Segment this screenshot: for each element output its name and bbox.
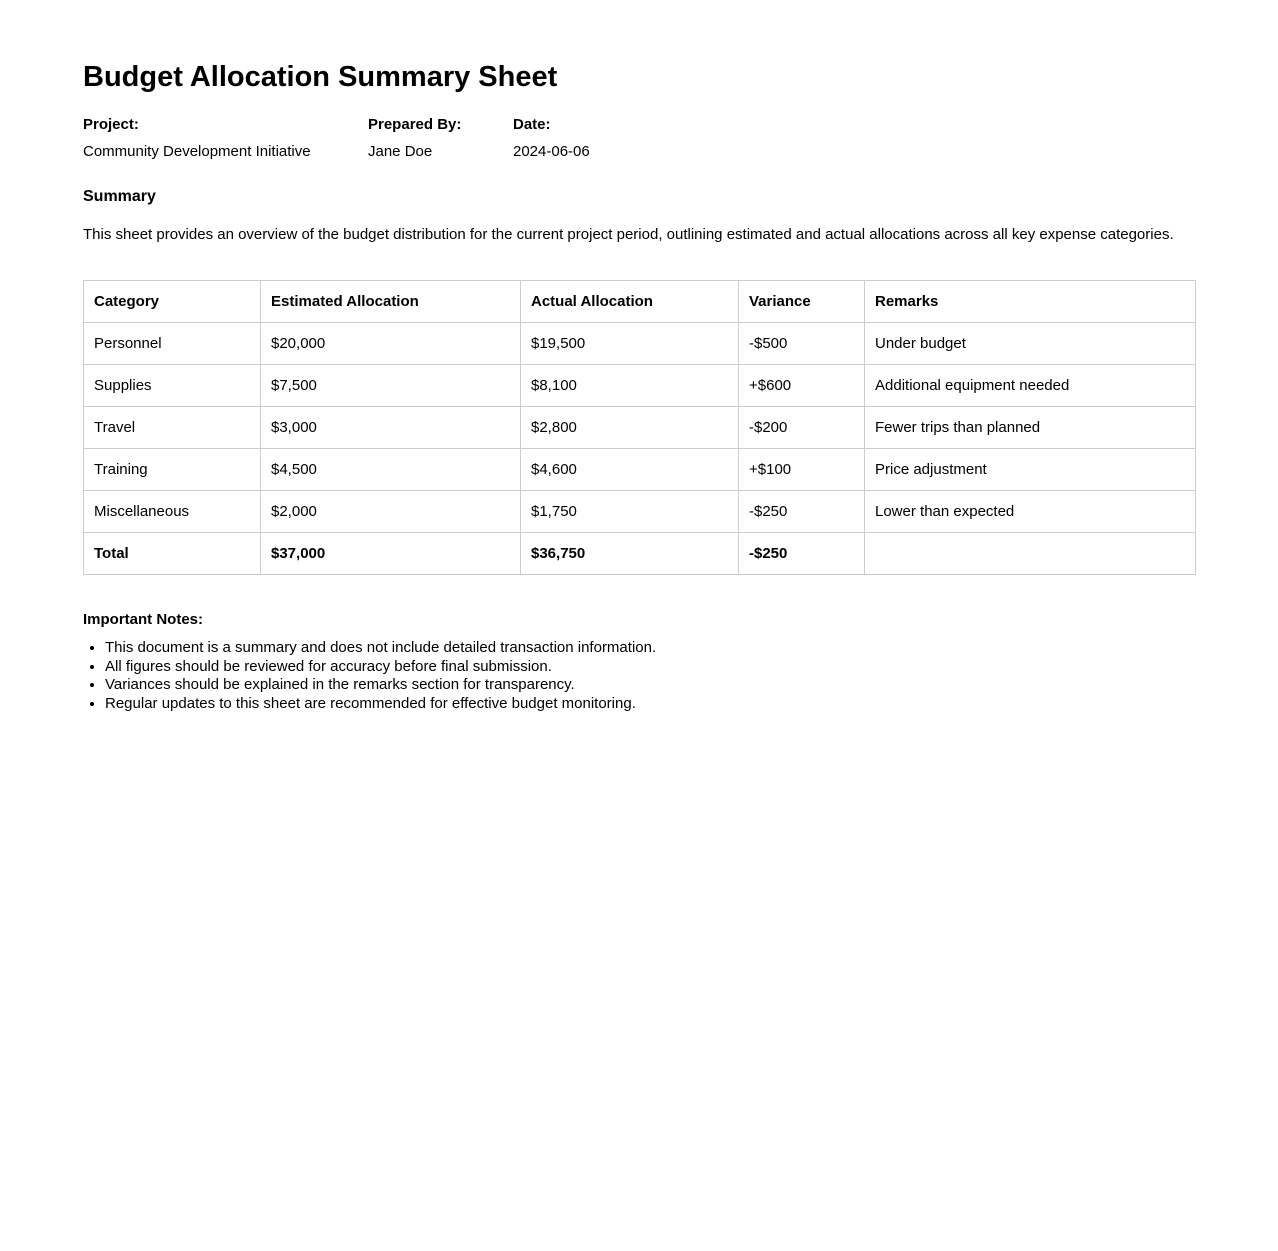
summary-text: This sheet provides an overview of the budget distribution for the current project period, outlining estimated and actual allocations across all key expense categories.: [83, 226, 1174, 244]
table-row-miscellaneous: [84, 491, 1196, 533]
cell-estimated: $3,000: [261, 407, 521, 449]
prepared-by-value: Jane Doe: [368, 143, 433, 161]
project-value: Community Development Initiative: [83, 143, 311, 161]
cell-estimated: $20,000: [261, 323, 521, 365]
table-row-total: [84, 533, 1196, 575]
cell-estimated: $2,000: [261, 491, 521, 533]
cell-variance: -$250: [739, 491, 865, 533]
cell-category: Travel: [84, 407, 261, 449]
date-value: 2024-06-06: [513, 143, 590, 161]
table-header-row: [84, 281, 1196, 323]
cell-estimated: $7,500: [261, 365, 521, 407]
summary-heading: Summary: [83, 188, 156, 206]
column-header-category: Category: [84, 281, 261, 323]
note-item: • Variances should be explained in the remarks section for transparency.: [105, 676, 1195, 695]
cell-total-actual: $36,750: [521, 533, 739, 575]
prepared-by-label: Prepared By:: [368, 116, 462, 134]
cell-actual: $1,750: [521, 491, 739, 533]
note-item: • All figures should be reviewed for accuracy before final submission.: [105, 658, 1195, 677]
cell-variance: +$600: [739, 365, 865, 407]
date-label: Date:: [513, 116, 551, 134]
table-row-training: [84, 449, 1196, 491]
meta-date: [513, 116, 1195, 160]
cell-variance: -$500: [739, 323, 865, 365]
cell-variance: +$100: [739, 449, 865, 491]
column-header-actual-allocation: Actual Allocation: [521, 281, 739, 323]
meta-row: [83, 116, 1195, 160]
table-row-personnel: [84, 323, 1196, 365]
cell-category: Miscellaneous: [84, 491, 261, 533]
cell-variance: -$200: [739, 407, 865, 449]
cell-remarks: Lower than expected: [865, 491, 1196, 533]
column-header-estimated-allocation: Estimated Allocation: [261, 281, 521, 323]
notes-heading: Important Notes:: [83, 611, 203, 629]
note-item: • Regular updates to this sheet are recommended for effective budget monitoring.: [105, 695, 1195, 714]
cell-remarks: Under budget: [865, 323, 1196, 365]
cell-category: Training: [84, 449, 261, 491]
cell-actual: $19,500: [521, 323, 739, 365]
cell-category: Personnel: [84, 323, 261, 365]
cell-remarks: Fewer trips than planned: [865, 407, 1196, 449]
cell-actual: $4,600: [521, 449, 739, 491]
cell-total-estimated: $37,000: [261, 533, 521, 575]
cell-category: Supplies: [84, 365, 261, 407]
project-label: Project:: [83, 116, 139, 134]
meta-prepared-by: [368, 116, 513, 160]
note-item: • This document is a summary and does not include detailed transaction information.: [105, 639, 1195, 658]
cell-remarks: Additional equipment needed: [865, 365, 1196, 407]
cell-actual: $8,100: [521, 365, 739, 407]
column-header-variance: Variance: [739, 281, 865, 323]
cell-total-remarks: [865, 533, 1196, 575]
cell-estimated: $4,500: [261, 449, 521, 491]
cell-remarks: Price adjustment: [865, 449, 1196, 491]
cell-actual: $2,800: [521, 407, 739, 449]
page-title: Budget Allocation Summary Sheet: [83, 61, 558, 93]
cell-total-variance: -$250: [739, 533, 865, 575]
budget-table: [83, 280, 1196, 575]
table-row-supplies: [84, 365, 1196, 407]
table-row-travel: [84, 407, 1196, 449]
cell-total-label: Total: [84, 533, 261, 575]
column-header-remarks: Remarks: [865, 281, 1196, 323]
meta-project: [83, 116, 368, 160]
notes-list: [83, 639, 1195, 713]
